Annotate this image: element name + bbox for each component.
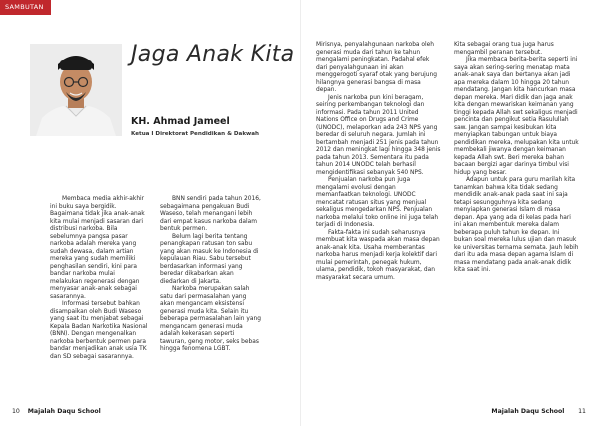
- page-number-left: 10: [12, 408, 20, 415]
- footer-right: [491, 408, 586, 415]
- paragraph: Mirisnya, penyalahgunaan narkoba oleh generasi muda dari tahun ke tahun mengalami peningkatan. Padahal efek dari penyalahgunaan ini akan menggerogoti syaraf otak yang berujung hilangnya generasi bangsa di masa depan.: [316, 42, 438, 93]
- body-column-4: [454, 42, 579, 275]
- paragraph: Jenis narkoba pun kini beragam, seiring perkembangan teknologi dan informasi. Pada tahun 2011 United Nations Office on Drugs and Crime (UNODC), melaporkan ada 243 NPS yang beredar di seluruh negara. Jumlah ini bertambah menjadi 251 jenis pada tahun 2012 dan meningkat lagi hingga 348 jenis pada tahun 2013. Sementara itu pada tahun 2014 UNODC telah berhasil mengidentifikasi sebanyak 540 NPS.: [316, 94, 441, 176]
- paragraph: Jika membaca berita-berita seperti ini saya akan sering-sering menatap mata anak-anak saya dan bertanya akan jadi apa mereka dalam 10 hingga 20 tahun mendatang. Jangan kita hancurkan masa depan mereka. Mari didik dan jaga anak kita dengan mewariskan keimanan yang tinggi kepada Allah swt sekaligus menjadi pencinta dan pengikut setia Rasulullah saw. Jangan sampai kesibukan kita menyiapkan tabungan untuk biaya pendidikan mereka, melupakan kita untuk membekali jiwanya dengan keimanan kepada Allah swt. Beri mereka bahan bacaan bergizi agar darinya timbul visi hidup yang besar.: [454, 57, 579, 176]
- paragraph: Fakta-fakta ini sudah seharusnya membuat kita waspada akan masa depan anak-anak kita. Usaha memberantas narkoba harus menjadi kerja kolektif dari mulai pemerintah, penegak hukum, ulama, pendidik, tokoh masyarakat, dan masyarakat secara umum.: [316, 229, 440, 281]
- author-role: Ketua I Direktorat Pendidikan & Dakwah: [131, 131, 259, 137]
- paragraph: Informasi tersebut bahkan disampaikan oleh Budi Waseso yang saat itu menjabat sebagai Kepala Badan Narkotika Nasional (BNN). Dengan mengenalkan narkoba berbentuk permen para bandar menjadikan anak usia TK dan SD sebagai sasarannya.: [50, 301, 148, 360]
- author-photo: [30, 44, 122, 136]
- magazine-name-right: Majalah Daqu School: [491, 408, 565, 415]
- paragraph: Penjualan narkoba pun juga mengalami evolusi dengan memanfaatkan teknologi. UNODC mencatat ratusan situs yang menjual sekaligus mengedarkan NPS. Penjualan narkoba melalui toko online ini juga telah terjadi di Indonesia.: [316, 177, 439, 228]
- body-column-3: [316, 42, 441, 282]
- paragraph: Belum lagi berita tentang penangkapan ratusan ton sabu yang akan masuk ke Indonesia di kepulauan Riau. Sabu tersebut berdasarkan informasi yang beredar dikabarkan akan diedarkan di Jakarta.: [160, 233, 259, 285]
- body-column-1: [50, 196, 148, 361]
- article-title: Jaga Anak Kita: [131, 42, 295, 67]
- page-number-right: 11: [578, 408, 586, 415]
- magazine-name-left: Majalah Daqu School: [27, 408, 101, 415]
- paragraph: Membaca media akhir-akhir ini buku saya bergidik. Bagaimana tidak jika anak-anak kita mulai menjadi sasaran dari distribusi narkoba. Bila sebelumnya pangsa pasar narkoba adalah mereka yang sudah dewasa, dalam artian mereka yang sudah memiliki penghasilan sendiri, kini para bandar narkoba mulai melakukan regenerasi dengan menyasar anak-anak sebagai sasarannya.: [50, 196, 145, 300]
- paragraph: Narkoba merupakan salah satu dari permasalahan yang akan mengancam eksistensi generasi muda kita. Selain itu beberapa permasalahan lain yang mengancam generasi muda adalah kekerasan seperti tawuran, geng motor, seks bebas hingga fenomena LGBT.: [160, 286, 261, 352]
- section-tag: SAMBUTAN: [0, 0, 51, 15]
- author-block: [131, 116, 259, 137]
- paragraph: Adapun untuk para guru marilah kita tanamkan bahwa kita tidak sedang mendidik anak-anak pada saat ini saja tetapi sesungguhnya kita sedang menyiapkan generasi Islam di masa depan. Apa yang ada di kelas pada hari ini akan membentuk mereka dalam beberapa puluh tahun ke depan. Ini bukan soal mereka lulus ujian dan masuk ke universitas ternama semata. Jauh lebih dari itu ada masa depan agama Islam di masa mendatang pada anak-anak didik kita saat ini.: [454, 177, 579, 273]
- paragraph: BNN sendiri pada tahun 2016, sebagaimana pengakuan Budi Waseso, telah menangani lebih dari empat kasus narkoba dalam bentuk permen.: [160, 196, 261, 232]
- body-column-2: [160, 196, 262, 354]
- paragraph: Kita sebagai orang tua juga harus mengambil peranan tersebut.: [454, 42, 554, 56]
- author-name: KH. Ahmad Jameel: [131, 116, 230, 127]
- footer-left: [12, 408, 101, 415]
- page-spine: [300, 0, 301, 426]
